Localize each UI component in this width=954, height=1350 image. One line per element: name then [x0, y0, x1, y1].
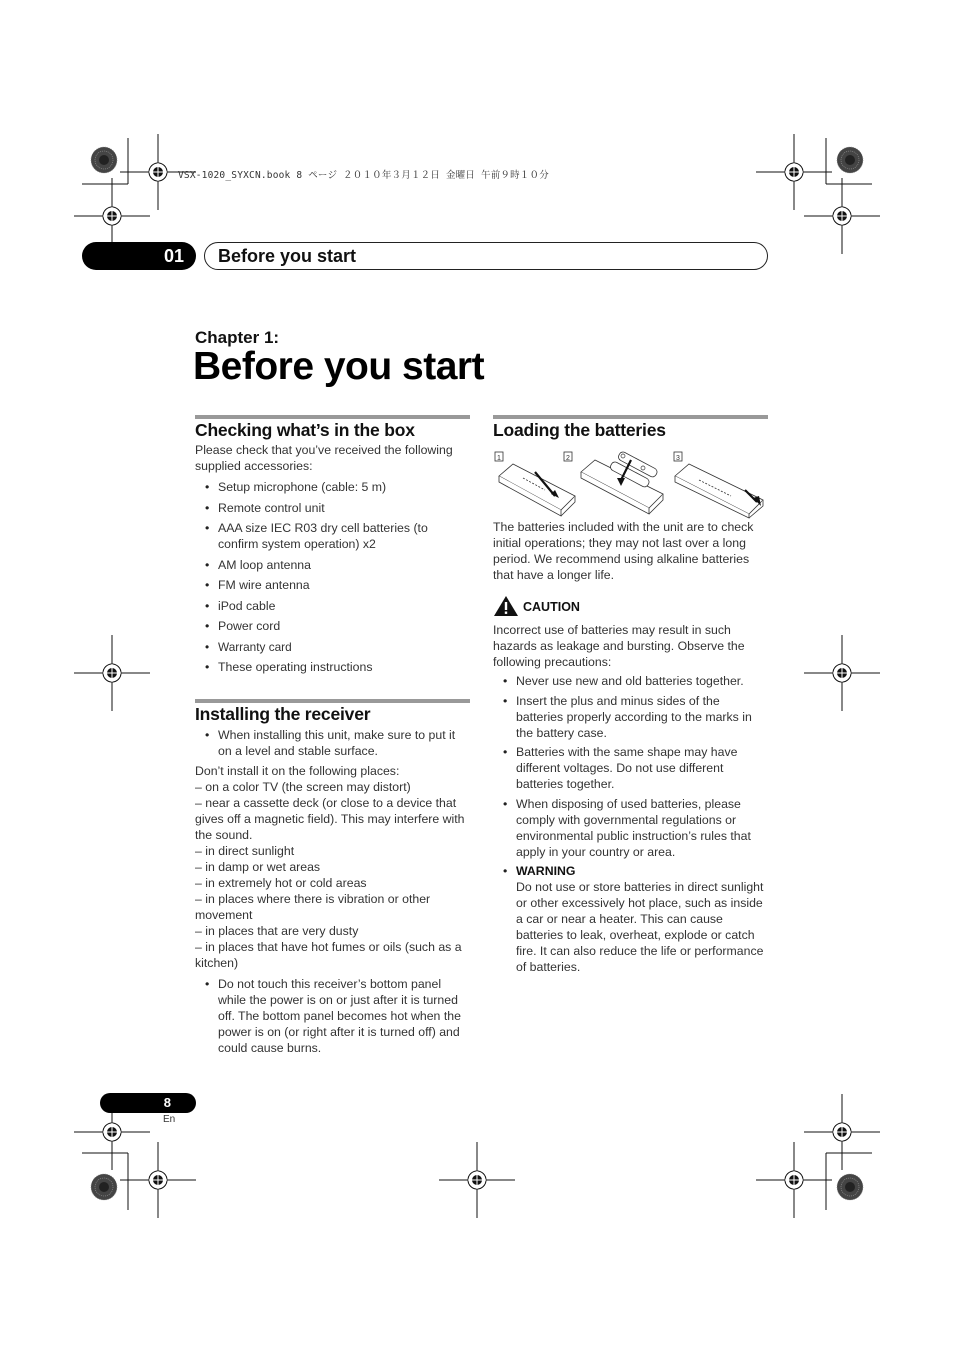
section-rule — [493, 415, 768, 419]
box-section-heading: Checking what’s in the box — [195, 420, 415, 440]
warning-item — [493, 863, 768, 975]
caution-warning-icon — [493, 595, 519, 617]
batteries-intro: The batteries included with the unit are to check initial operations; they may not last over a long period. We recommend using alkaline batteries that have a longer life. — [493, 520, 754, 582]
install-section-heading: Installing the receiver — [195, 704, 371, 724]
caution-label: CAUTION — [523, 600, 580, 614]
box-section-intro: Please check that you’ve received the following supplied accessories: — [195, 443, 453, 473]
language-code: En — [163, 1114, 176, 1125]
place-item: – in places where there is vibration or other movement — [195, 892, 431, 922]
chapter-title: Before you start — [193, 345, 485, 388]
step-label: 3 — [676, 455, 680, 462]
list-item: • These operating instructions — [195, 659, 470, 675]
registration-mark-bottom-right — [756, 1094, 880, 1218]
place-item: – in damp or wet areas — [195, 860, 321, 874]
list-item: • Insert the plus and minus sides of the batteries properly according to the marks in the battery case. — [493, 693, 768, 741]
list-item: • Remote control unit — [195, 500, 470, 516]
place-item: – in direct sunlight — [195, 844, 295, 858]
list-item: • Power cord — [195, 618, 470, 634]
install-bullet-list — [195, 727, 470, 759]
list-item: • Warranty card — [195, 639, 470, 655]
section-rule — [195, 415, 470, 419]
chapter-number-badge: 01 — [82, 242, 196, 270]
chapter-bar-title: Before you start — [218, 246, 357, 266]
warning-text: Do not use or store batteries in direct sunlight or other excessively hot place, such as inside a car or near a heater. This can cause batteries to leak, overheat, explode or catch fire. It can also reduce the life or performance of batteries. — [516, 880, 764, 974]
batteries-section-heading: Loading the batteries — [493, 420, 666, 440]
registration-mark-top-right — [756, 134, 880, 254]
list-item: • FM wire antenna — [195, 577, 470, 593]
precautions-list — [493, 673, 768, 979]
install-bullet-list-2 — [195, 976, 470, 1056]
place-item: – on a color TV (the screen may distort) — [195, 780, 411, 794]
places-intro: Don’t install it on the following places: — [195, 764, 400, 778]
list-item: • AAA size IEC R03 dry cell batteries (to confirm system operation) x2 — [195, 520, 470, 552]
remote-control-drawing — [675, 464, 763, 518]
registration-mark-mid-left — [74, 635, 150, 711]
place-item: – in places that are very dusty — [195, 924, 359, 938]
place-item: – in places that have hot fumes or oils (such as a kitchen) — [195, 940, 462, 970]
warning-label: • WARNING — [516, 864, 576, 878]
list-item: • Setup microphone (cable: 5 m) — [195, 479, 470, 495]
chapter-label: Chapter 1: — [195, 328, 280, 347]
accessories-list — [195, 479, 470, 680]
registration-mark-mid-right — [804, 635, 880, 711]
place-item: – near a cassette deck (or close to a device that gives off a magnetic field). This may interfere with the sound. — [195, 796, 465, 842]
install-places-block — [195, 763, 470, 971]
list-item: • AM loop antenna — [195, 557, 470, 573]
list-item: • When disposing of used batteries, please comply with governmental regulations or environmental public instruction’s rules that apply in your country or area. — [493, 796, 768, 860]
list-item: • iPod cable — [195, 598, 470, 614]
list-item: • When installing this unit, make sure to put it on a level and stable surface. — [195, 727, 470, 759]
list-item: • Do not touch this receiver’s bottom panel while the power is on or just after it is turned off. The bottom panel becomes hot when the power is on (or right after it is turned off) and could cause burns. — [195, 976, 470, 1056]
list-item: • Never use new and old batteries together. — [493, 673, 768, 689]
book-info-line: VSX-1020_SYXCN.book 8 ページ ２０１０年３月１２日 金曜日 午前９時１０分 — [178, 170, 549, 181]
registration-mark-top-left — [74, 134, 196, 254]
page-number-badge: 8 — [100, 1093, 196, 1113]
section-rule — [195, 699, 470, 703]
registration-mark-bottom-center — [439, 1142, 515, 1218]
step-label: 2 — [566, 455, 570, 462]
battery-loading-illustration — [493, 448, 768, 520]
remote-control-drawing — [499, 464, 575, 516]
caution-intro: Incorrect use of batteries may result in such hazards as leakage and bursting. Observe the following precautions: — [493, 623, 745, 669]
place-item: – in extremely hot or cold areas — [195, 876, 367, 890]
step-label: 1 — [497, 455, 501, 462]
list-item: • Batteries with the same shape may have different voltages. Do not use different batteries together. — [493, 744, 768, 792]
